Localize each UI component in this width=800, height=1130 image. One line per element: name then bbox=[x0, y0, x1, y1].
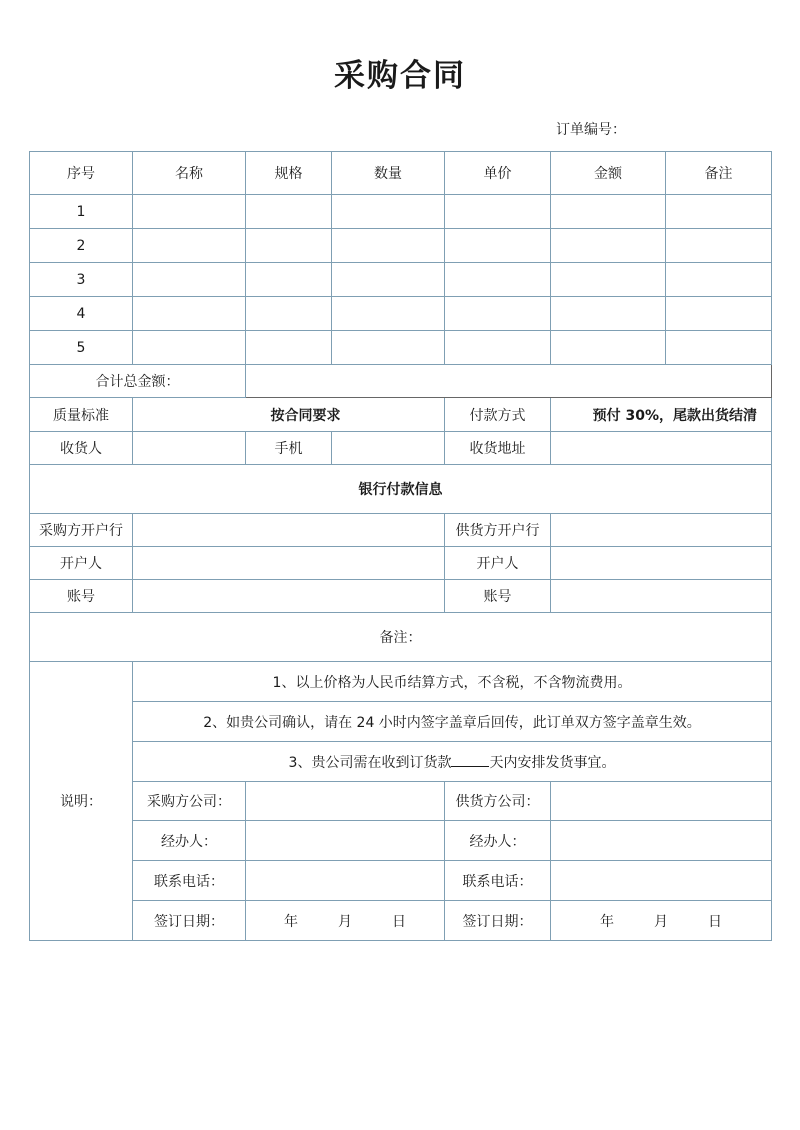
cell-name[interactable] bbox=[133, 229, 246, 263]
supplier-company-value[interactable] bbox=[551, 782, 772, 821]
cell-remark[interactable] bbox=[666, 297, 772, 331]
col-header-spec: 规格 bbox=[246, 152, 332, 195]
company-row bbox=[30, 782, 772, 821]
supplier-handler-value[interactable] bbox=[551, 821, 772, 861]
supplier-handler-label: 经办人： bbox=[445, 821, 551, 861]
buyer-sign-date-label: 签订日期： bbox=[133, 901, 246, 941]
phone-value[interactable] bbox=[332, 432, 445, 465]
cell-name[interactable] bbox=[133, 331, 246, 365]
cell-remark[interactable] bbox=[666, 229, 772, 263]
remark-label: 备注： bbox=[30, 613, 772, 662]
note-3-start: 3、贵公司需在收到订货款 bbox=[288, 754, 452, 771]
col-header-quantity: 数量 bbox=[332, 152, 445, 195]
address-label: 收货地址 bbox=[445, 432, 551, 465]
buyer-handler-label: 经办人： bbox=[133, 821, 246, 861]
cell-quantity[interactable] bbox=[332, 263, 445, 297]
supplier-account-number-value[interactable] bbox=[551, 580, 772, 613]
cell-name[interactable] bbox=[133, 195, 246, 229]
phone-label: 手机 bbox=[246, 432, 332, 465]
table-row bbox=[30, 263, 772, 297]
day-label: 日 bbox=[392, 913, 406, 930]
cell-unit-price[interactable] bbox=[445, 331, 551, 365]
supplier-company-label: 供货方公司： bbox=[445, 782, 551, 821]
remark-row bbox=[30, 613, 772, 662]
cell-spec[interactable] bbox=[246, 263, 332, 297]
supplier-bank-value[interactable] bbox=[551, 514, 772, 547]
bank-header-row bbox=[30, 465, 772, 514]
cell-quantity[interactable] bbox=[332, 229, 445, 263]
handler-row bbox=[30, 821, 772, 861]
row-index: 1 bbox=[30, 195, 133, 229]
note-2: 2、如贵公司确认，请在 24 小时内签字盖章后回传，此订单双方签字盖章生效。 bbox=[133, 702, 772, 742]
table-row bbox=[30, 195, 772, 229]
cell-quantity[interactable] bbox=[332, 195, 445, 229]
table-row bbox=[30, 297, 772, 331]
supplier-account-number-label: 账号 bbox=[445, 580, 551, 613]
payment-label: 付款方式 bbox=[445, 398, 551, 432]
year-label: 年 bbox=[600, 913, 614, 930]
page-title: 采购合同 bbox=[334, 58, 466, 94]
buyer-bank-label: 采购方开户行 bbox=[30, 514, 133, 547]
buyer-company-value[interactable] bbox=[246, 782, 445, 821]
note-row bbox=[30, 742, 772, 782]
cell-name[interactable] bbox=[133, 263, 246, 297]
col-header-amount: 金额 bbox=[551, 152, 666, 195]
buyer-sign-date-value[interactable] bbox=[246, 901, 445, 941]
buyer-account-holder-label: 开户人 bbox=[30, 547, 133, 580]
supplier-account-holder-value[interactable] bbox=[551, 547, 772, 580]
note-row bbox=[30, 662, 772, 702]
consignee-row bbox=[30, 432, 772, 465]
cell-spec[interactable] bbox=[246, 331, 332, 365]
month-label: 月 bbox=[338, 913, 352, 930]
explain-label: 说明： bbox=[30, 662, 133, 941]
note-1: 1、以上价格为人民币结算方式，不含税，不含物流费用。 bbox=[133, 662, 772, 702]
days-blank[interactable] bbox=[451, 754, 489, 767]
account-number-row bbox=[30, 580, 772, 613]
total-row bbox=[30, 365, 772, 398]
cell-amount[interactable] bbox=[551, 263, 666, 297]
bank-info-header: 银行付款信息 bbox=[30, 465, 772, 514]
tel-row bbox=[30, 861, 772, 901]
row-index: 3 bbox=[30, 263, 133, 297]
table-row bbox=[30, 229, 772, 263]
cell-quantity[interactable] bbox=[332, 331, 445, 365]
cell-amount[interactable] bbox=[551, 331, 666, 365]
note-row bbox=[30, 702, 772, 742]
consignee-label: 收货人 bbox=[30, 432, 133, 465]
note-3-end: 天内安排发货事宜。 bbox=[489, 754, 616, 771]
buyer-tel-label: 联系电话： bbox=[133, 861, 246, 901]
month-label: 月 bbox=[654, 913, 668, 930]
order-number-label: 订单编号： bbox=[556, 122, 626, 138]
supplier-sign-date-label: 签订日期： bbox=[445, 901, 551, 941]
buyer-tel-value[interactable] bbox=[246, 861, 445, 901]
cell-unit-price[interactable] bbox=[445, 229, 551, 263]
buyer-account-number-value[interactable] bbox=[133, 580, 445, 613]
cell-remark[interactable] bbox=[666, 331, 772, 365]
cell-amount[interactable] bbox=[551, 297, 666, 331]
cell-quantity[interactable] bbox=[332, 297, 445, 331]
quality-label: 质量标准 bbox=[30, 398, 133, 432]
total-amount-label: 合计总金额： bbox=[30, 365, 246, 398]
quality-payment-row bbox=[30, 398, 772, 432]
cell-amount[interactable] bbox=[551, 229, 666, 263]
supplier-bank-label: 供货方开户行 bbox=[445, 514, 551, 547]
contract-table bbox=[29, 151, 772, 941]
cell-amount[interactable] bbox=[551, 195, 666, 229]
col-header-name: 名称 bbox=[133, 152, 246, 195]
col-header-unit-price: 单价 bbox=[445, 152, 551, 195]
col-header-index: 序号 bbox=[30, 152, 133, 195]
buyer-account-holder-value[interactable] bbox=[133, 547, 445, 580]
buyer-company-label: 采购方公司： bbox=[133, 782, 246, 821]
buyer-handler-value[interactable] bbox=[246, 821, 445, 861]
row-index: 4 bbox=[30, 297, 133, 331]
table-header-row bbox=[30, 152, 772, 195]
cell-unit-price[interactable] bbox=[445, 195, 551, 229]
cell-spec[interactable] bbox=[246, 297, 332, 331]
row-index: 2 bbox=[30, 229, 133, 263]
payment-value: 预付 30%，尾款出货结清 bbox=[551, 398, 772, 432]
note-3 bbox=[133, 742, 772, 782]
address-value[interactable] bbox=[551, 432, 772, 465]
supplier-tel-label: 联系电话： bbox=[445, 861, 551, 901]
row-index: 5 bbox=[30, 331, 133, 365]
year-label: 年 bbox=[284, 913, 298, 930]
cell-spec[interactable] bbox=[246, 195, 332, 229]
supplier-account-holder-label: 开户人 bbox=[445, 547, 551, 580]
buyer-account-number-label: 账号 bbox=[30, 580, 133, 613]
supplier-sign-date-value[interactable] bbox=[551, 901, 772, 941]
consignee-value[interactable] bbox=[133, 432, 246, 465]
col-header-remark: 备注 bbox=[666, 152, 772, 195]
quality-value: 按合同要求 bbox=[133, 398, 445, 432]
buyer-bank-value[interactable] bbox=[133, 514, 445, 547]
sign-date-row bbox=[30, 901, 772, 941]
account-holder-row bbox=[30, 547, 772, 580]
cell-spec[interactable] bbox=[246, 229, 332, 263]
total-amount-value[interactable] bbox=[246, 365, 772, 398]
cell-name[interactable] bbox=[133, 297, 246, 331]
day-label: 日 bbox=[708, 913, 722, 930]
cell-remark[interactable] bbox=[666, 195, 772, 229]
table-row bbox=[30, 331, 772, 365]
bank-row bbox=[30, 514, 772, 547]
cell-unit-price[interactable] bbox=[445, 263, 551, 297]
cell-unit-price[interactable] bbox=[445, 297, 551, 331]
cell-remark[interactable] bbox=[666, 263, 772, 297]
supplier-tel-value[interactable] bbox=[551, 861, 772, 901]
